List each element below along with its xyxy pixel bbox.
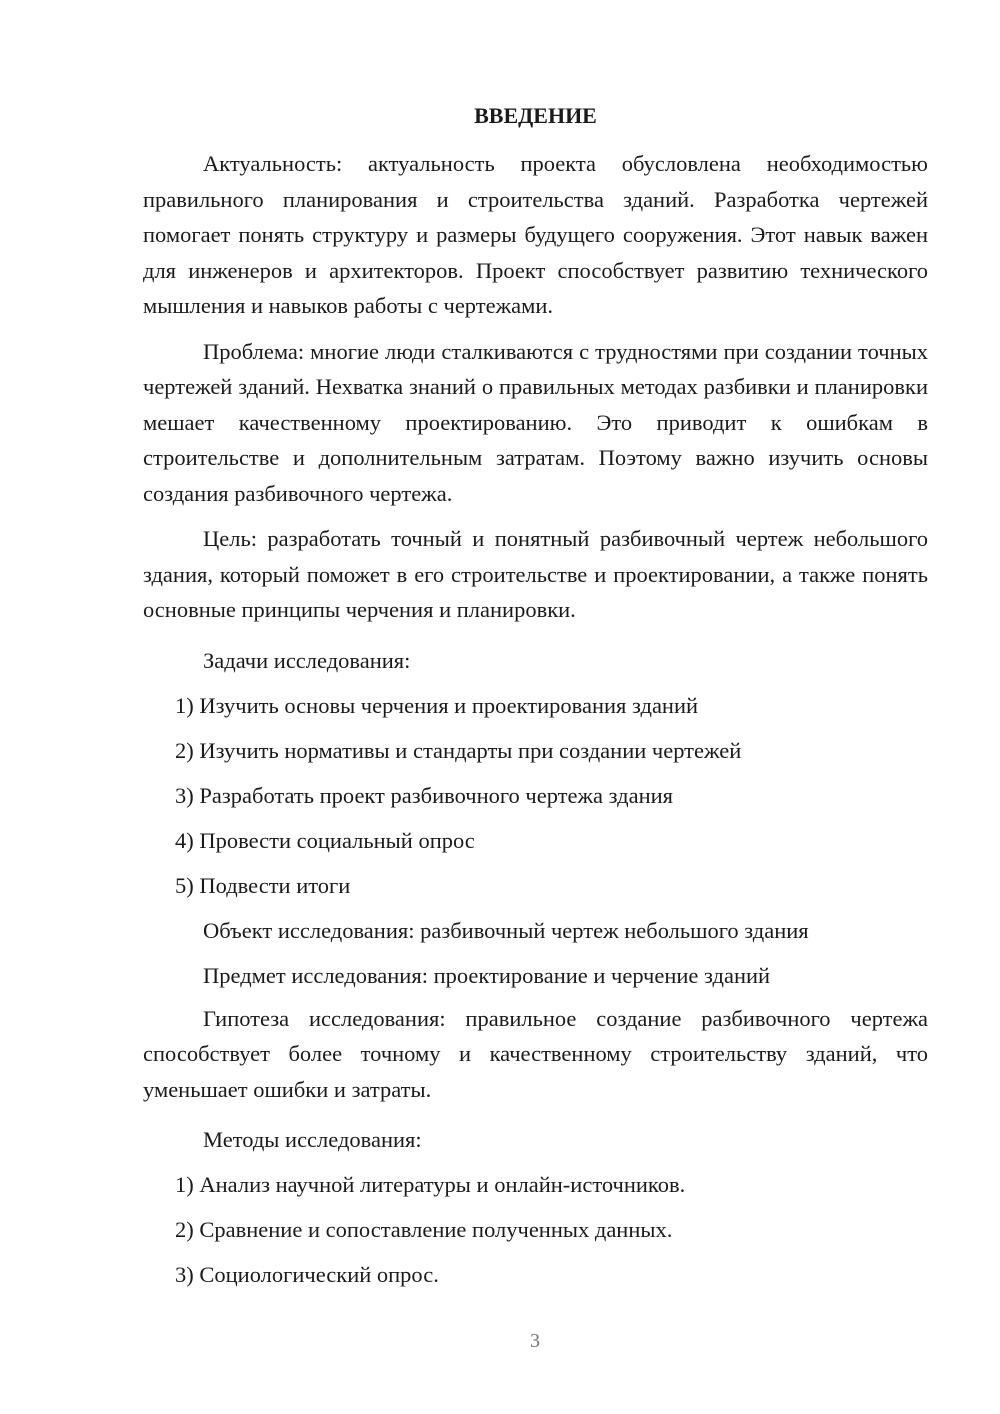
goal-paragraph: Цель: разработать точный и понятный разбивочный чертеж небольшого здания, который поможет в его строительстве и проектировании, а также понять основные принципы черчения и планировки.	[143, 526, 928, 622]
hypothesis-paragraph: Гипотеза исследования: правильное создание разбивочного чертежа способствует более точному и качественному строительству зданий, что уменьшает ошибки и затраты.	[143, 1005, 928, 1102]
object-statement: Объект исследования: разбивочный чертеж небольшого здания	[203, 917, 809, 943]
list-item: 4) Провести социальный опрос	[175, 827, 475, 853]
methods-heading: Методы исследования:	[203, 1127, 422, 1152]
list-item: 3) Социологический опрос.	[175, 1262, 439, 1287]
list-item: 1) Анализ научной литературы и онлайн-источников.	[175, 1172, 686, 1197]
spacer	[143, 1107, 928, 1117]
page-title: ВВЕДЕНИЕ	[474, 103, 597, 128]
list-item: 2) Изучить нормативы и стандарты при создании чертежей	[175, 737, 742, 763]
subject-statement: Предмет исследования: проектирование и черчение зданий	[203, 962, 771, 988]
page-number: 3	[530, 1330, 540, 1352]
list-item: 5) Подвести итоги	[175, 872, 351, 898]
spacer	[143, 628, 928, 638]
list-item: 2) Сравнение и сопоставление полученных данных.	[175, 1217, 673, 1242]
list-item: 1) Изучить основы черчения и проектирования зданий	[175, 692, 699, 718]
document-page	[143, 96, 928, 1297]
relevance-paragraph: Актуальность: актуальность проекта обусловлена необходимостью правильного планирования и строительства зданий. Разработка чертежей помогает понять структуру и размеры будущего сооружения. Этот навык важен для инженеров и архитекторов. Проект способствует развитию технического мышления и навыков работы с чертежами.	[143, 151, 928, 318]
problem-paragraph: Проблема: многие люди сталкиваются с трудностями при создании точных чертежей зданий. Нехватка знаний о правильных методах разбивки и планировки мешает качественному проектированию. Это приводит к ошибкам в строительстве и дополнительным затратам. Поэтому важно изучить основы создания разбивочного чертежа.	[143, 338, 928, 506]
tasks-heading: Задачи исследования:	[203, 647, 411, 673]
tasks-list	[143, 683, 928, 908]
methods-list	[143, 1162, 928, 1297]
list-item: 3) Разработать проект разбивочного чертежа здания	[175, 782, 673, 808]
